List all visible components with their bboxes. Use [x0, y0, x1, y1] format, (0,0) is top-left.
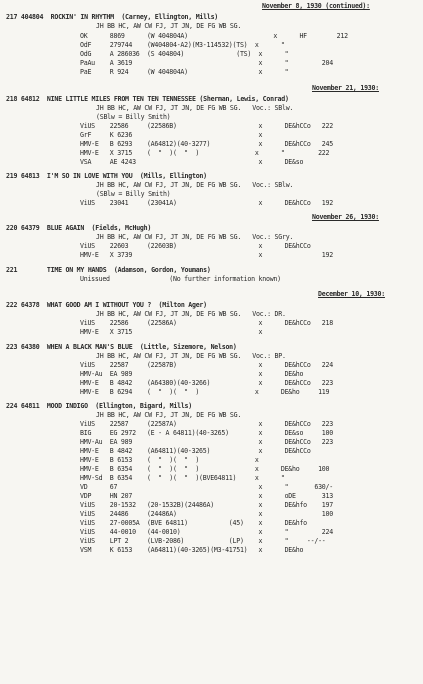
line-e224p: JH BB HC, AW CW FJ, JT JN, DE FG WB SG.: [96, 411, 242, 419]
line-e224l: ViUS 27-0005A (BVE 64811) (45) x DE&hfo: [80, 519, 307, 527]
line-e224m: ViUS 44-0010 (44-0010) x " 224: [80, 528, 333, 536]
line-e218e: VSA AE 4243 x DE&so: [80, 158, 304, 166]
line-e223b: HMV-Au EA 989 x DE&ho: [80, 370, 304, 378]
line-e224o: VSM K 6153 (A64811)(40-3265)(M3-41751) x DE&ho: [80, 546, 304, 554]
line-e219p: JH BB HC, AW CW FJ, JT JN, DE FG WB SG. Voc.: SBlw.: [96, 181, 294, 189]
line-e222: 222 64378 WHAT GOOD AM I WITHOUT YOU ? (Milton Ager): [6, 301, 207, 309]
line-e223d: HMV-E B 6294 ( " )( " ) x DE&ho 119: [80, 388, 330, 396]
line-e224b: BIG EG 2972 (E - A 64811)(40-3265) x DE&so 100: [80, 429, 333, 437]
line-e224d: HMV-E B 4842 (A64811)(40-3265) x DE&hCCo: [80, 447, 311, 455]
line-e218b: GrF K 6236 x: [80, 131, 263, 139]
line-e221a: Unissued (No further information known): [80, 275, 281, 283]
line-e218q: (SBlw = Billy Smith): [96, 113, 171, 121]
line-e223c: HMV-E B 4842 (A64380)(40-3266) x DE&hCCo 223: [80, 379, 333, 387]
line-e217b: OdF 279744 (W404804-A2)(M3-114532)(TS) x ": [80, 41, 285, 49]
line-h2: November 21, 1930:: [312, 84, 379, 92]
line-e224f: HMV-E B 6354 ( " )( " ) x DE&ho 100: [80, 465, 330, 473]
line-e218d: HMV-E X 3715 ( " )( " ) x " 222: [80, 149, 330, 157]
line-e218p: JH BB HC, AW CW FJ, JT JN, DE FG WB SG. Voc.: SBlw.: [96, 104, 294, 112]
line-e217d: PaAu A 3619 x " 204: [80, 59, 333, 67]
line-e217: 217 404804 ROCKIN' IN RHYTHM (Carney, Ellington, Mills): [6, 13, 219, 21]
line-e224j: ViUS 20-1532 (20-1532B)(24486A) x DE&hfo 197: [80, 501, 333, 509]
line-e222p: JH BB HC, AW CW FJ, JT JN, DE FG WB SG. Voc.: DR.: [96, 310, 286, 318]
line-e224g: HMV-Sd B 6354 ( " )( " )(BVE64811) x ": [80, 474, 285, 482]
line-h4: December 10, 1930:: [318, 290, 385, 298]
line-e224: 224 64811 MOOD INDIGO (Ellington, Bigard, Mills): [6, 402, 192, 410]
line-e218a: ViUS 22586 (22586B) x DE&hCCo 222: [80, 122, 333, 130]
line-e217e: PaE R 924 (W 404804A) x ": [80, 68, 289, 76]
line-e224i: VDP HN 207 x oDE 313: [80, 492, 333, 500]
line-e219q: (SBlw = Billy Smith): [96, 190, 171, 198]
line-e220b: HMV-E X 3739 x 192: [80, 251, 333, 259]
line-e218c: HMV-E B 6293 (A64812)(40-3277) x DE&hCCo 245: [80, 140, 333, 148]
line-h3: November 26, 1930:: [312, 213, 379, 221]
line-e221: 221 TIME ON MY HANDS (Adamson, Gordon, Youmans): [6, 266, 211, 274]
line-e219: 219 64813 I'M SO IN LOVE WITH YOU (Mills, Ellington): [6, 172, 207, 180]
line-e224n: ViUS LPT 2 (LVB-2086) (LP) x " --/--: [80, 537, 326, 545]
line-e224a: ViUS 22587 (22587A) x DE&hCCo 223: [80, 420, 333, 428]
line-e220p: JH BB HC, AW CW FJ, JT JN, DE FG WB SG. Voc.: SGry.: [96, 233, 294, 241]
line-e223p: JH BB HC, AW CW FJ, JT JN, DE FG WB SG. Voc.: BP.: [96, 352, 286, 360]
line-e217p: JH BB HC, AW CW FJ, JT JN, DE FG WB SG.: [96, 22, 242, 30]
line-e218: 218 64812 NINE LITTLE MILES FROM TEN TEN TENNESSEE (Sherman, Lewis, Conrad): [6, 95, 289, 103]
line-e224h: VD 67 x " 630/-: [80, 483, 333, 491]
line-h1: November 8, 1930 (continued):: [262, 2, 370, 10]
line-e222a: ViUS 22586 (22586A) x DE&hCCo 218: [80, 319, 333, 327]
line-e217a: OK 8869 (W 404804A) x HF 212: [80, 32, 348, 40]
line-e220a: ViUS 22603 (22603B) x DE&hCCo: [80, 242, 311, 250]
line-e217c: OdG A 286036 (S 404804) (TS) x ": [80, 50, 289, 58]
line-e224k: ViUS 24486 (24486A) x 100: [80, 510, 333, 518]
line-e223a: ViUS 22587 (22587B) x DE&hCCo 224: [80, 361, 333, 369]
line-e222b: HMV-E X 3715 x: [80, 328, 263, 336]
line-e219a: ViUS 23041 (23041A) x DE&hCCo 192: [80, 199, 333, 207]
line-e220: 220 64379 BLUE AGAIN (Fields, McHugh): [6, 224, 152, 232]
line-e223: 223 64380 WHEN A BLACK MAN'S BLUE (Little, Sizemore, Nelson): [6, 343, 237, 351]
line-e224e: HMV-E B 6153 ( " )( " ) x: [80, 456, 259, 464]
line-e224c: HMV-Au EA 989 x DE&hCCo 223: [80, 438, 333, 446]
